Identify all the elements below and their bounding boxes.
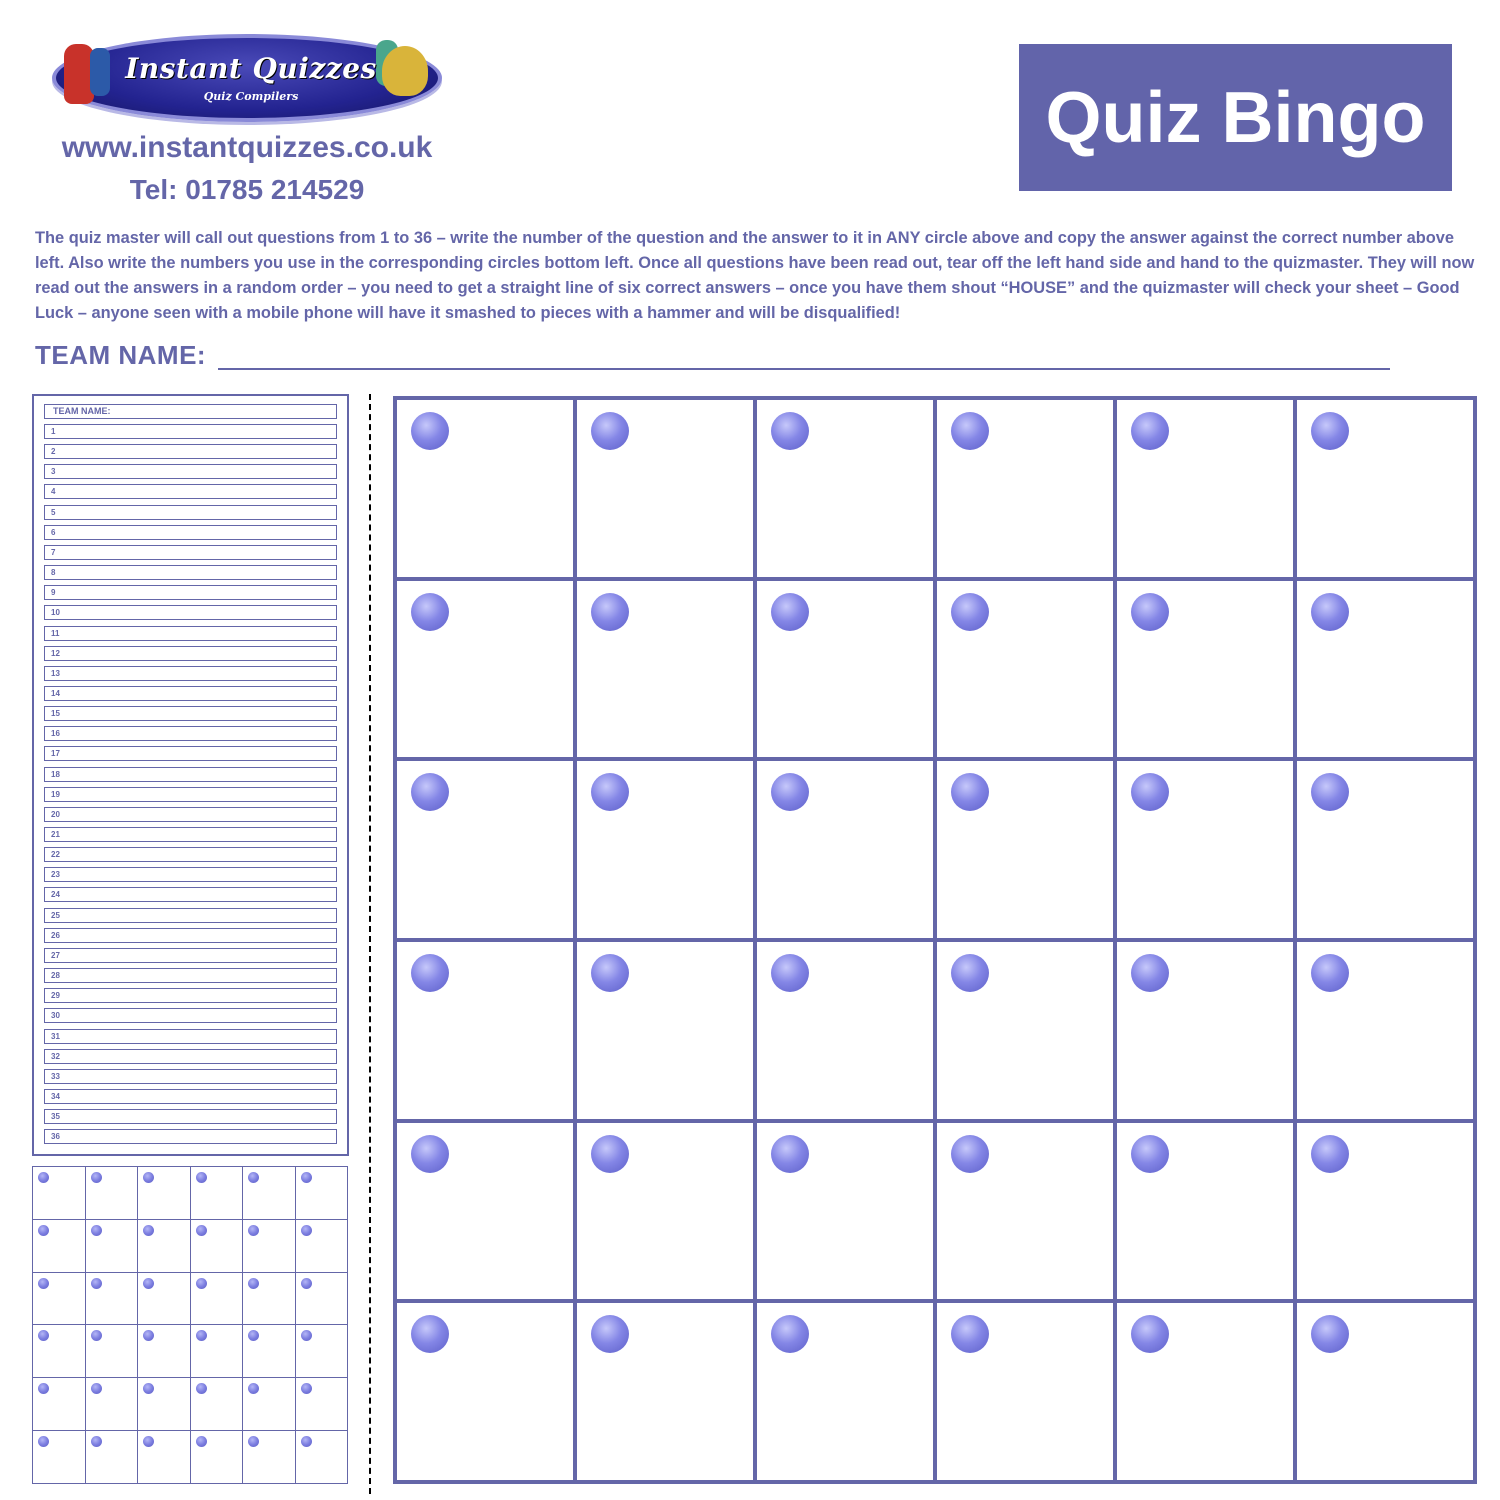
answer-row[interactable]: 30	[44, 1008, 337, 1023]
small-grid-cell[interactable]	[86, 1378, 139, 1431]
bingo-cell[interactable]	[937, 581, 1117, 762]
circle-icon	[248, 1225, 259, 1236]
circle-icon	[591, 1315, 629, 1353]
small-grid-cell[interactable]	[191, 1273, 244, 1326]
circle-icon	[196, 1383, 207, 1394]
small-grid-cell[interactable]	[33, 1378, 86, 1431]
phone-number: Tel: 01785 214529	[129, 174, 365, 205]
circle-icon	[1131, 954, 1169, 992]
circle-icon	[143, 1172, 154, 1183]
answer-row[interactable]: 35	[44, 1109, 337, 1124]
circle-icon	[91, 1436, 102, 1447]
circle-icon	[1311, 773, 1349, 811]
answer-row[interactable]: 7	[44, 545, 337, 560]
circle-icon	[38, 1225, 49, 1236]
website-url: www.instantquizzes.co.uk	[61, 131, 433, 164]
answer-row[interactable]: 13	[44, 666, 337, 681]
circle-icon	[771, 954, 809, 992]
circle-icon	[143, 1278, 154, 1289]
circle-icon	[196, 1278, 207, 1289]
tear-off-line	[369, 394, 371, 1494]
answer-row[interactable]: 31	[44, 1029, 337, 1044]
bingo-cell[interactable]	[937, 1123, 1117, 1304]
circle-icon	[248, 1330, 259, 1341]
circle-icon	[1131, 593, 1169, 631]
bingo-cell[interactable]	[1297, 400, 1477, 581]
circle-icon	[951, 593, 989, 631]
circle-icon	[38, 1436, 49, 1447]
bingo-cell[interactable]	[757, 942, 937, 1123]
answer-row[interactable]: 4	[44, 484, 337, 499]
circle-icon	[38, 1383, 49, 1394]
bingo-cell[interactable]	[757, 761, 937, 942]
small-grid-cell[interactable]	[243, 1378, 296, 1431]
bingo-cell[interactable]	[1297, 1123, 1477, 1304]
circle-icon	[248, 1278, 259, 1289]
logo-subtitle: Quiz Compilers	[203, 90, 299, 103]
answer-sheet-header: TEAM NAME:	[44, 404, 337, 419]
circle-icon	[591, 593, 629, 631]
circle-icon	[591, 1135, 629, 1173]
small-grid-cell[interactable]	[33, 1325, 86, 1378]
small-grid-cell[interactable]	[243, 1431, 296, 1484]
bingo-cell[interactable]	[1117, 942, 1297, 1123]
circle-icon	[411, 412, 449, 450]
bingo-cell[interactable]	[757, 581, 937, 762]
circle-icon	[771, 593, 809, 631]
small-number-grid	[32, 1166, 348, 1484]
circle-icon	[91, 1278, 102, 1289]
bingo-cell[interactable]	[937, 400, 1117, 581]
bingo-cell[interactable]	[1297, 1303, 1477, 1484]
answer-sheet	[32, 394, 349, 1156]
answer-row[interactable]: 24	[44, 887, 337, 902]
bingo-cell[interactable]	[937, 761, 1117, 942]
answer-row[interactable]: 6	[44, 525, 337, 540]
small-grid-cell[interactable]	[138, 1220, 191, 1273]
circle-icon	[38, 1330, 49, 1341]
bingo-cell[interactable]	[397, 1123, 577, 1304]
circle-icon	[1131, 412, 1169, 450]
circle-icon	[411, 593, 449, 631]
circle-icon	[951, 1315, 989, 1353]
small-grid-cell[interactable]	[296, 1273, 349, 1326]
small-grid-cell[interactable]	[243, 1220, 296, 1273]
circle-icon	[951, 412, 989, 450]
circle-icon	[301, 1225, 312, 1236]
bingo-cell[interactable]	[757, 400, 937, 581]
bingo-cell[interactable]	[1117, 581, 1297, 762]
small-grid-cell[interactable]	[138, 1273, 191, 1326]
answer-row[interactable]: 10	[44, 605, 337, 620]
answer-row[interactable]: 17	[44, 746, 337, 761]
circle-icon	[591, 773, 629, 811]
circle-icon	[91, 1225, 102, 1236]
circle-icon	[143, 1383, 154, 1394]
circle-icon	[301, 1278, 312, 1289]
bingo-cell[interactable]	[937, 942, 1117, 1123]
circle-icon	[1131, 1135, 1169, 1173]
small-grid-cell[interactable]	[33, 1273, 86, 1326]
answer-row[interactable]: 19	[44, 787, 337, 802]
circle-icon	[771, 412, 809, 450]
page-title-text: Quiz Bingo	[1045, 77, 1426, 158]
circle-icon	[301, 1383, 312, 1394]
bingo-cell[interactable]	[397, 942, 577, 1123]
small-grid-cell[interactable]	[191, 1220, 244, 1273]
instructions-text: The quiz master will call out questions from 1 to 36 – write the number of the question and the answer to it in ANY circle above and copy the answer against the correct number above left. Also write the numbers you use in the corresponding circles bottom left. Once all questions have been read out, tear off the left hand side and hand to the quizmaster. They will now read out the answers in a random order – you need to get a straight line of six correct answers – once you have them shout “HOUSE” and the quizmaster will check your sheet – Good Luck – anyone seen with a mobile phone will have it smashed to pieces with a hammer and will be disqualified!	[35, 229, 1475, 322]
bingo-cell[interactable]	[1117, 1303, 1297, 1484]
small-grid-cell[interactable]	[191, 1378, 244, 1431]
bingo-cell[interactable]	[1117, 761, 1297, 942]
circle-icon	[143, 1225, 154, 1236]
team-name-label: TEAM NAME:	[35, 340, 207, 370]
small-grid-cell[interactable]	[138, 1378, 191, 1431]
answer-row[interactable]: 23	[44, 867, 337, 882]
circle-icon	[301, 1172, 312, 1183]
answer-row[interactable]: 8	[44, 565, 337, 580]
small-grid-cell[interactable]	[86, 1220, 139, 1273]
answer-row[interactable]: 33	[44, 1069, 337, 1084]
circle-icon	[196, 1172, 207, 1183]
small-grid-cell[interactable]	[86, 1431, 139, 1484]
answer-row[interactable]: 26	[44, 928, 337, 943]
answer-row[interactable]: 16	[44, 726, 337, 741]
bingo-cell[interactable]	[1117, 1123, 1297, 1304]
small-grid-cell[interactable]	[296, 1378, 349, 1431]
circle-icon	[951, 773, 989, 811]
circle-icon	[1311, 1135, 1349, 1173]
circle-icon	[248, 1436, 259, 1447]
bingo-cell[interactable]	[937, 1303, 1117, 1484]
bingo-cell[interactable]	[397, 1303, 577, 1484]
circle-icon	[951, 1135, 989, 1173]
answer-row[interactable]: 14	[44, 686, 337, 701]
circle-icon	[951, 954, 989, 992]
circle-icon	[91, 1330, 102, 1341]
bingo-cell[interactable]	[577, 942, 757, 1123]
bingo-cell[interactable]	[1297, 942, 1477, 1123]
small-grid-cell[interactable]	[243, 1273, 296, 1326]
circle-icon	[411, 1135, 449, 1173]
answer-row[interactable]: 29	[44, 988, 337, 1003]
circle-icon	[248, 1172, 259, 1183]
circle-icon	[196, 1225, 207, 1236]
answer-row[interactable]: 5	[44, 505, 337, 520]
small-grid-cell[interactable]	[33, 1167, 86, 1220]
circle-icon	[1131, 1315, 1169, 1353]
circle-icon	[1311, 593, 1349, 631]
circle-icon	[38, 1172, 49, 1183]
answer-row[interactable]: 9	[44, 585, 337, 600]
circle-icon	[591, 954, 629, 992]
bingo-cell[interactable]	[1297, 581, 1477, 762]
circle-icon	[1131, 773, 1169, 811]
circle-icon	[771, 773, 809, 811]
circle-icon	[411, 954, 449, 992]
small-grid-cell[interactable]	[296, 1220, 349, 1273]
small-grid-cell[interactable]	[86, 1273, 139, 1326]
circle-icon	[411, 773, 449, 811]
circle-icon	[771, 1315, 809, 1353]
bingo-cell[interactable]	[397, 581, 577, 762]
bingo-grid	[393, 396, 1477, 1484]
small-grid-cell[interactable]	[138, 1167, 191, 1220]
answer-row[interactable]: 18	[44, 767, 337, 782]
answer-row[interactable]: 11	[44, 626, 337, 641]
small-grid-cell[interactable]	[138, 1325, 191, 1378]
instant-quizzes-logo	[52, 34, 442, 122]
small-grid-cell[interactable]	[296, 1167, 349, 1220]
circle-icon	[1311, 412, 1349, 450]
small-grid-cell[interactable]	[191, 1325, 244, 1378]
answer-row[interactable]: 34	[44, 1089, 337, 1104]
circle-icon	[91, 1383, 102, 1394]
circle-icon	[196, 1330, 207, 1341]
circle-icon	[143, 1330, 154, 1341]
small-grid-cell[interactable]	[243, 1167, 296, 1220]
small-grid-cell[interactable]	[86, 1325, 139, 1378]
answer-row[interactable]: 27	[44, 948, 337, 963]
bingo-cell[interactable]	[397, 761, 577, 942]
bingo-cell[interactable]	[577, 400, 757, 581]
small-grid-cell[interactable]	[296, 1325, 349, 1378]
cartoon-figure-left-2	[90, 48, 110, 96]
answer-row[interactable]: 2	[44, 444, 337, 459]
page-title	[1019, 44, 1452, 191]
small-grid-cell[interactable]	[86, 1167, 139, 1220]
bingo-cell[interactable]	[1117, 400, 1297, 581]
circle-icon	[38, 1278, 49, 1289]
bingo-cell[interactable]	[397, 400, 577, 581]
answer-row[interactable]: 15	[44, 706, 337, 721]
circle-icon	[771, 1135, 809, 1173]
answer-row[interactable]: 1	[44, 424, 337, 439]
team-name-line	[218, 368, 1390, 370]
small-grid-cell[interactable]	[33, 1431, 86, 1484]
circle-icon	[591, 412, 629, 450]
circle-icon	[143, 1436, 154, 1447]
logo-title: Instant Quizzes	[125, 52, 377, 85]
bingo-cell[interactable]	[757, 1303, 937, 1484]
answer-row[interactable]: 12	[44, 646, 337, 661]
bingo-cell[interactable]	[757, 1123, 937, 1304]
answer-row[interactable]: 21	[44, 827, 337, 842]
circle-icon	[301, 1330, 312, 1341]
answer-row[interactable]: 32	[44, 1049, 337, 1064]
answer-row[interactable]: 28	[44, 968, 337, 983]
bingo-cell[interactable]	[1297, 761, 1477, 942]
small-grid-cell[interactable]	[296, 1431, 349, 1484]
circle-icon	[411, 1315, 449, 1353]
circle-icon	[1311, 1315, 1349, 1353]
answer-row[interactable]: 3	[44, 464, 337, 479]
circle-icon	[301, 1436, 312, 1447]
circle-icon	[1311, 954, 1349, 992]
circle-icon	[196, 1436, 207, 1447]
small-grid-cell[interactable]	[243, 1325, 296, 1378]
small-grid-cell[interactable]	[138, 1431, 191, 1484]
answer-row[interactable]: 20	[44, 807, 337, 822]
circle-icon	[248, 1383, 259, 1394]
bingo-cell[interactable]	[577, 761, 757, 942]
small-grid-cell[interactable]	[33, 1220, 86, 1273]
small-grid-cell[interactable]	[191, 1431, 244, 1484]
bingo-cell[interactable]	[577, 1123, 757, 1304]
circle-icon	[91, 1172, 102, 1183]
answer-row[interactable]: 22	[44, 847, 337, 862]
bingo-cell[interactable]	[577, 581, 757, 762]
answer-row[interactable]: 25	[44, 908, 337, 923]
bingo-cell[interactable]	[577, 1303, 757, 1484]
answer-row[interactable]: 36	[44, 1129, 337, 1144]
small-grid-cell[interactable]	[191, 1167, 244, 1220]
